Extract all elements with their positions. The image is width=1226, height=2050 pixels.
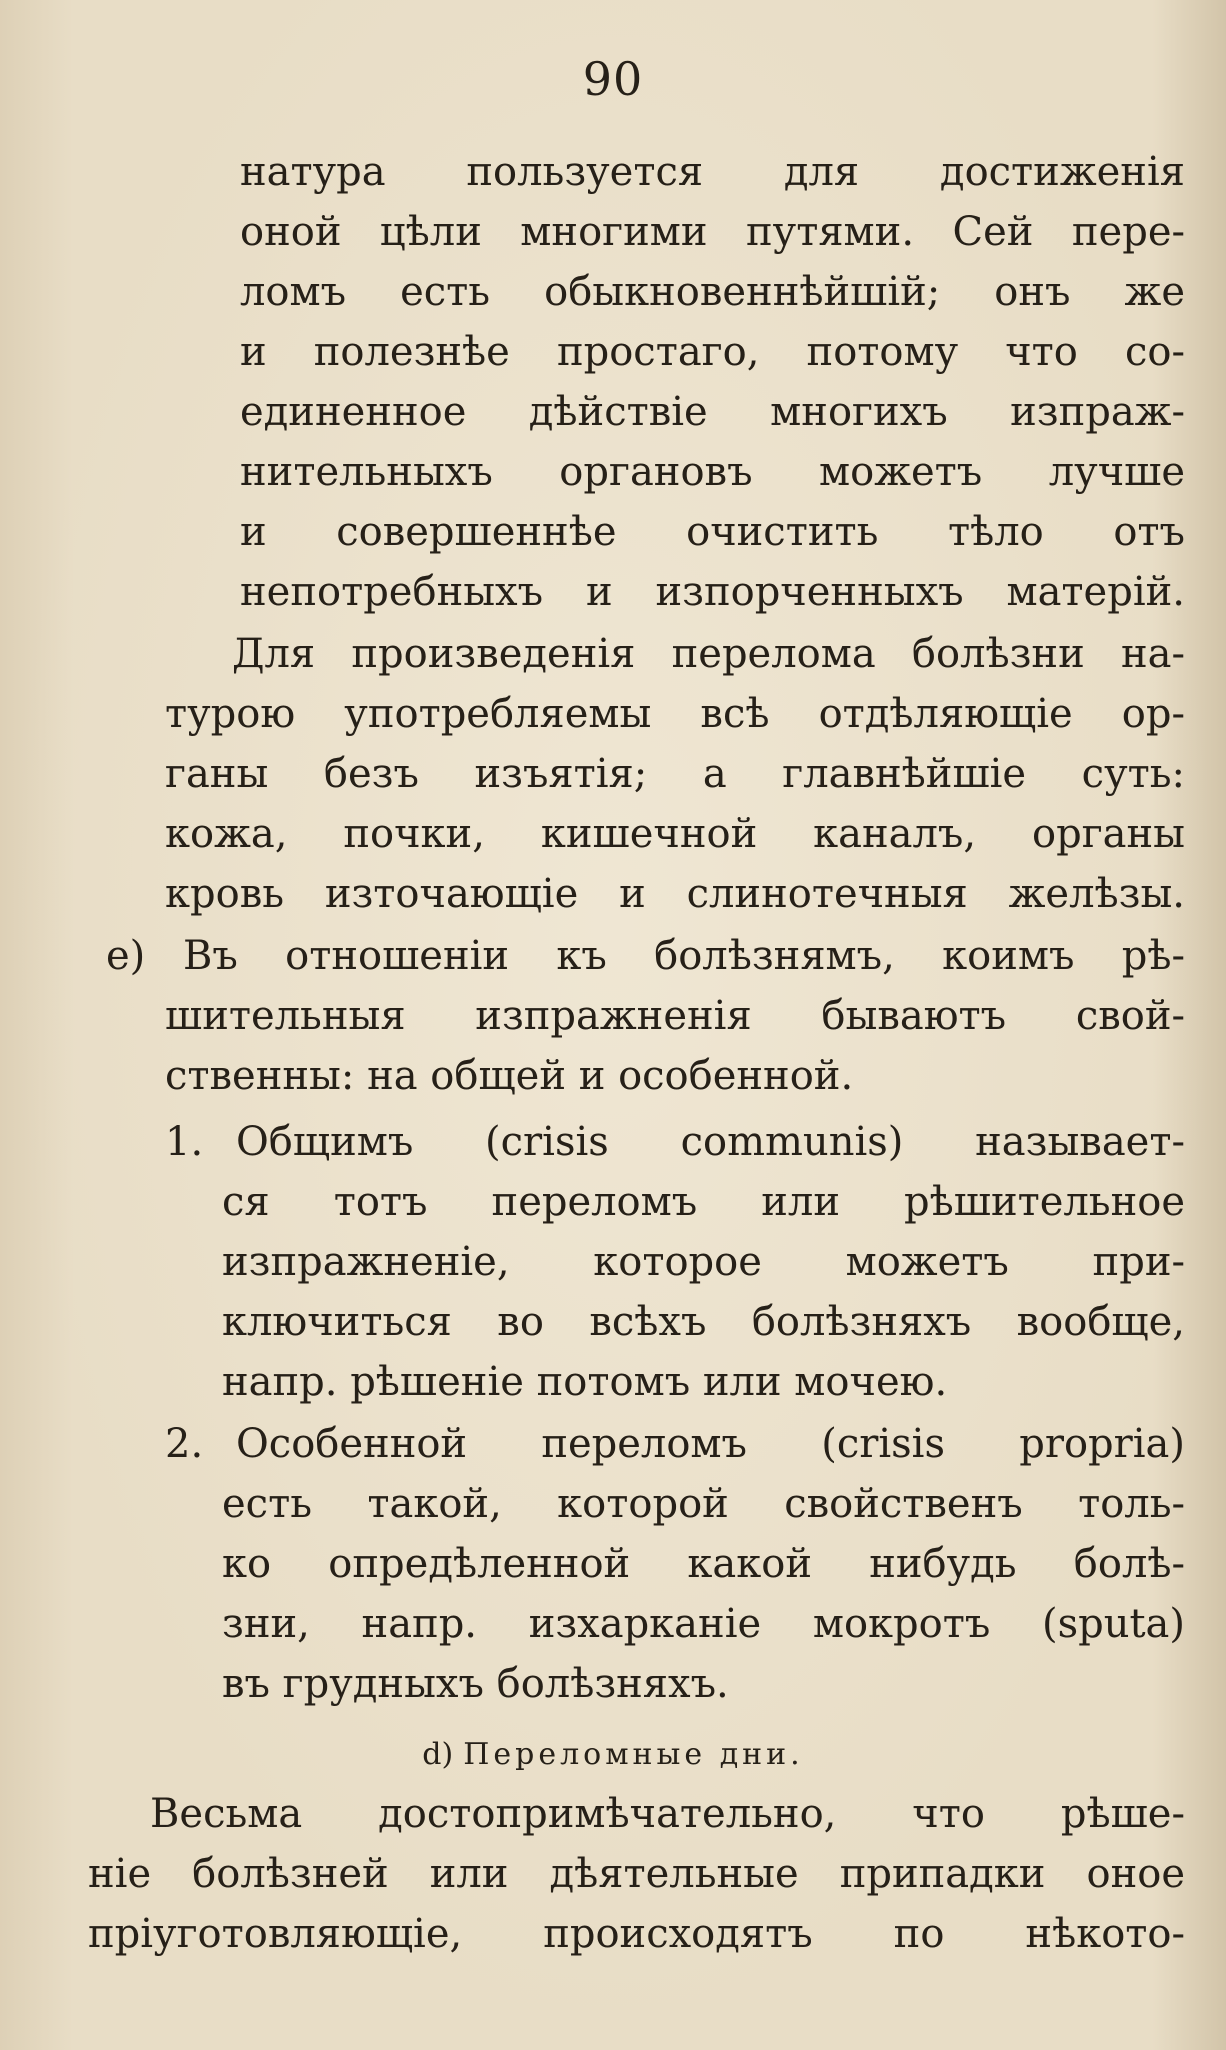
text-line: въ грудныхъ болѣзняхъ. <box>222 1661 729 1707</box>
text-line: Общимъ (crisis communis) называет- <box>236 1119 1185 1165</box>
text-line: ся тотъ переломъ или рѣшительное <box>222 1179 1185 1225</box>
section-subheading <box>0 1735 1226 1775</box>
text-line: есть такой, которой свойственъ толь- <box>222 1481 1185 1527</box>
text-line: нительныхъ органовъ можетъ лучше <box>240 449 1185 495</box>
text-line: и полезнѣе простаго, потому что со- <box>240 329 1185 375</box>
text-line: Для произведенія перелома болѣзни на- <box>232 631 1185 677</box>
text-line: Особенной переломъ (crisis propria) <box>236 1421 1185 1467</box>
text-line: натура пользуется для достиженія <box>240 149 1185 195</box>
text-line: ственны: на общей и особенной. <box>165 1053 854 1099</box>
list-item-number: 1. <box>165 1119 204 1165</box>
subheading-marker: d) <box>422 1737 454 1772</box>
text-line: кожа, почки, кишечной каналъ, органы <box>165 811 1185 857</box>
text-line: ніе болѣзней или дѣятельные припадки оное <box>88 1851 1185 1897</box>
text-line: турою употребляемы всѣ отдѣляющіе ор- <box>165 691 1185 737</box>
text-line: Весьма достопримѣчательно, что рѣше- <box>150 1791 1185 1837</box>
text-line: ганы безъ изъятія; а главнѣйшіе суть: <box>165 751 1185 797</box>
text-line: непотребныхъ и изпорченныхъ матерій. <box>240 569 1185 615</box>
text-line: Въ отношеніи къ болѣзнямъ, коимъ рѣ- <box>183 933 1185 979</box>
text-line: ко опредѣленной какой нибудь болѣ- <box>222 1541 1185 1587</box>
subheading-text: Переломные дни. <box>463 1737 804 1772</box>
page-number: 90 <box>582 52 644 106</box>
text-line: шительныя изпражненія бываютъ свой- <box>165 993 1185 1039</box>
list-item-number: 2. <box>165 1421 204 1467</box>
text-line: ломъ есть обыкновеннѣйшій; онъ же <box>240 269 1185 315</box>
text-line: зни, напр. изхарканіе мокротъ (sputa) <box>222 1601 1185 1647</box>
text-line: пріуготовляющіе, происходятъ по нѣкото- <box>88 1911 1185 1957</box>
text-line: напр. рѣшеніе потомъ или мочею. <box>222 1359 948 1405</box>
text-line: единенное дѣйствіе многихъ изпраж- <box>240 389 1185 435</box>
text-line: и совершеннѣе очистить тѣло отъ <box>240 509 1185 555</box>
section-marker: e) <box>106 933 146 979</box>
text-line: изпражненіе, которое можетъ при- <box>222 1239 1185 1285</box>
text-line: кровь източающіе и слинотечныя желѣзы. <box>165 871 1185 917</box>
text-line: оной цѣли многими путями. Сей пере- <box>240 209 1185 255</box>
text-line: ключиться во всѣхъ болѣзняхъ вообще, <box>222 1299 1185 1345</box>
